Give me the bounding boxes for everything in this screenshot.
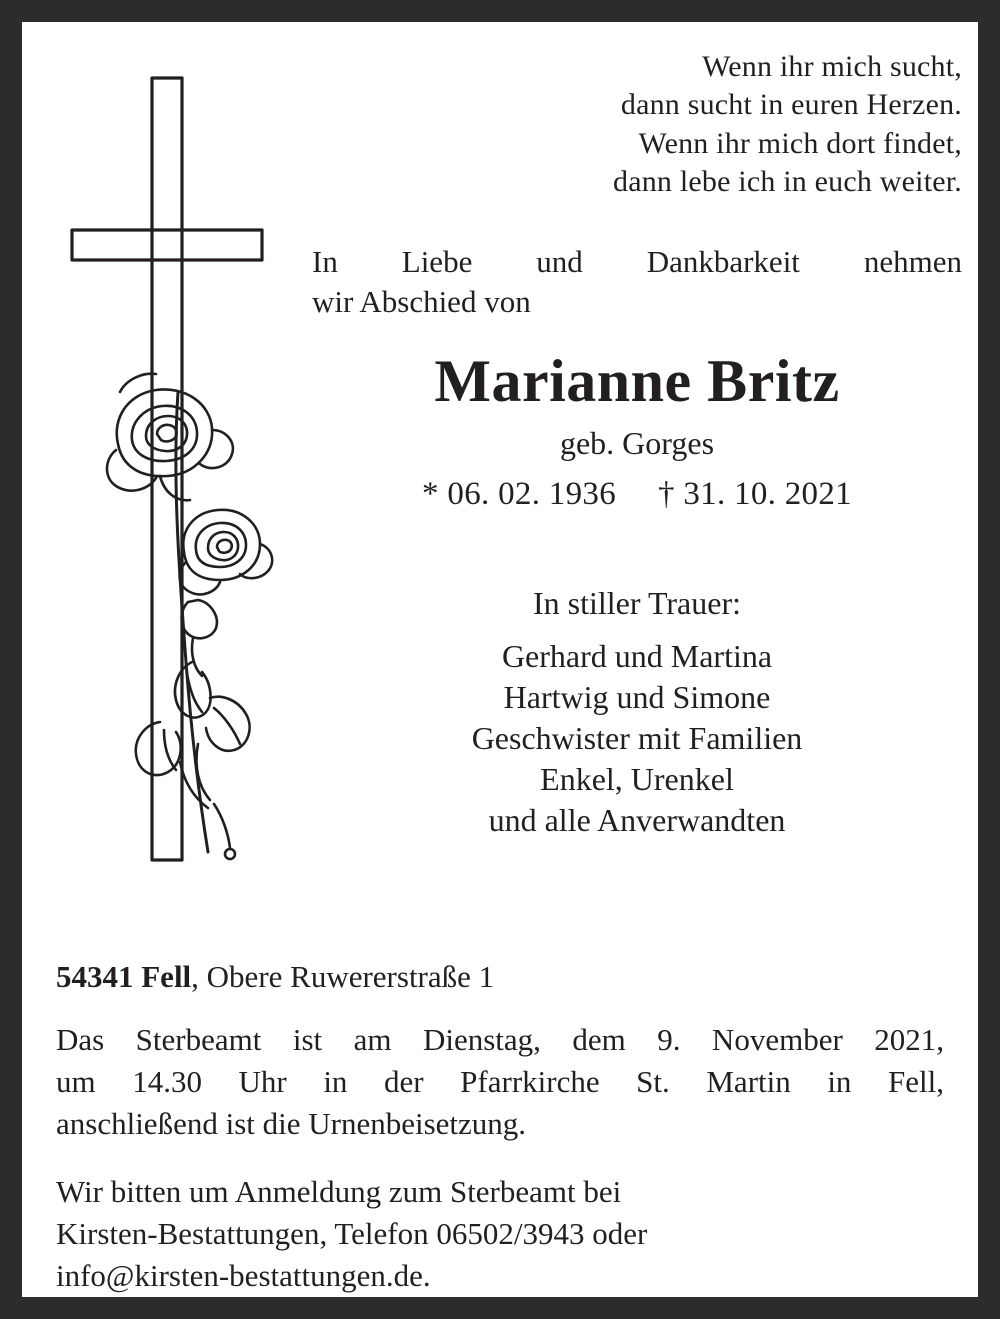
- notice-line-2: Kirsten-Bestattungen, Telefon 06502/3943 oder: [56, 1215, 648, 1251]
- notice-line-1: Wir bitten um Anmeldung zum Sterbeamt bei: [56, 1173, 622, 1209]
- deceased-dates: [312, 476, 962, 513]
- intro-line-2: wir Abschied von: [312, 283, 531, 319]
- obituary-footer: [56, 957, 944, 1296]
- mourner-line-5: und alle Anverwandten: [488, 801, 786, 838]
- verse-block: [312, 48, 962, 202]
- mourner-line-3: Geschwister mit Familien: [471, 720, 803, 757]
- deceased-maiden-name: geb. Gorges: [559, 425, 715, 462]
- mourners-title: In stiller Trauer:: [533, 585, 741, 622]
- notice-line-3: info@kirsten-bestattungen.de.: [56, 1257, 431, 1293]
- death-date: † 31. 10. 2021: [658, 476, 852, 513]
- address-street: , Obere Ruwererstraße 1: [191, 959, 495, 994]
- birth-date: * 06. 02. 1936: [422, 476, 616, 513]
- verse-line-2: dann sucht in euren Herzen.: [620, 88, 962, 122]
- verse-line-4: dann lebe ich in euch weiter.: [613, 165, 962, 199]
- mourner-line-4: Enkel, Urenkel: [540, 761, 734, 798]
- verse-line-3: Wenn ihr mich dort findet,: [638, 126, 962, 160]
- address-postal-city: 54341 Fell: [56, 959, 192, 994]
- service-details: [56, 1019, 944, 1145]
- service-line-1: Das Sterbeamt ist am Dienstag, dem 9. November 2021,: [56, 1022, 944, 1058]
- obituary-text-column: [312, 48, 962, 841]
- mourners-list: [312, 636, 962, 841]
- mourner-line-1: Gerhard und Martina: [501, 638, 773, 675]
- cross-with-roses-icon: [60, 62, 280, 892]
- deceased-name: Marianne Britz: [434, 348, 840, 415]
- mourner-line-2: Hartwig und Simone: [503, 679, 771, 716]
- service-line-3: anschließend ist die Urnenbeisetzung.: [56, 1105, 527, 1141]
- intro-line-1: In Liebe und Dankbarkeit nehmen: [312, 243, 962, 279]
- service-line-2: um 14.30 Uhr in der Pfarrkirche St. Martin in Fell,: [56, 1064, 944, 1100]
- address-line: [56, 957, 944, 997]
- obituary-inner: [22, 22, 978, 1297]
- registration-notice: [56, 1171, 944, 1297]
- verse-line-1: Wenn ihr mich sucht,: [702, 50, 962, 83]
- intro-block: [312, 242, 962, 323]
